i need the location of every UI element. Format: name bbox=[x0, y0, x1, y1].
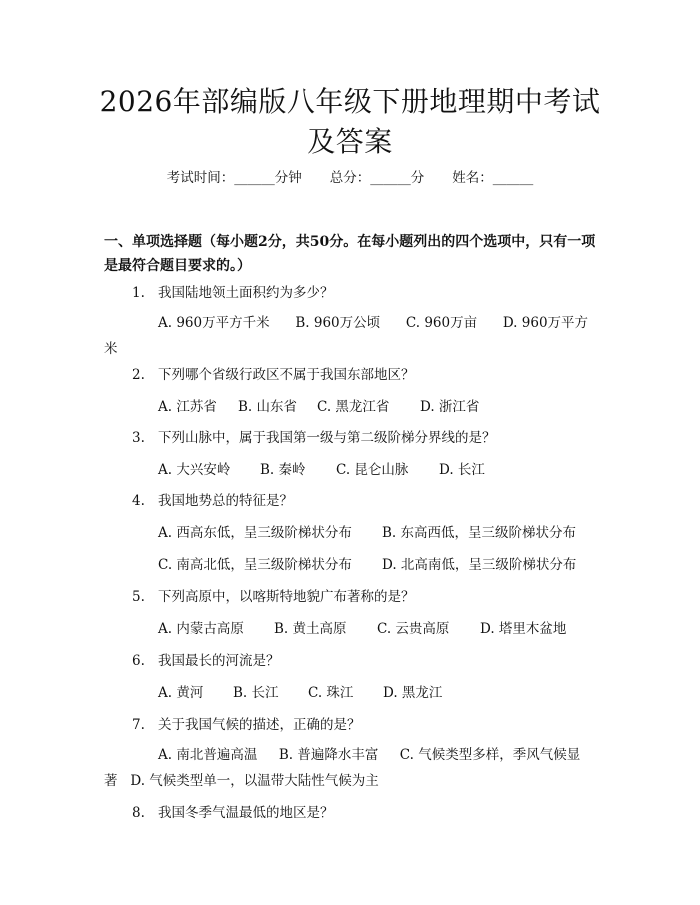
question-4-options-row2 bbox=[158, 555, 576, 575]
question-stem: 我国地势总的特征是？ bbox=[158, 493, 293, 509]
question-6-options bbox=[158, 683, 442, 703]
question-stem: 我国冬季气温最低的地区是？ bbox=[158, 805, 334, 821]
option-c: C. 960万亩 bbox=[405, 315, 478, 331]
option-c: C. 云贵高原 bbox=[377, 621, 450, 637]
question-stem: 关于我国气候的描述，正确的是？ bbox=[158, 717, 361, 733]
question-stem: 下列高原中，以喀斯特地貌广布著称的是？ bbox=[158, 589, 415, 605]
option-d: D. 浙江省 bbox=[420, 399, 480, 415]
question-3 bbox=[132, 428, 496, 448]
exam-meta bbox=[0, 168, 700, 188]
option-a: A. 内蒙古高原 bbox=[158, 621, 244, 637]
option-a: A. 南北普遍高温 bbox=[158, 747, 258, 763]
option-d: D. 气候类型单一，以温带大陆性气候为主 bbox=[130, 773, 379, 789]
option-b: B. 长江 bbox=[233, 685, 279, 701]
question-number: 6. bbox=[132, 653, 145, 669]
option-a: A. 黄河 bbox=[158, 685, 204, 701]
option-d: D. 北高南低，呈三级阶梯状分布 bbox=[382, 557, 577, 573]
question-2-options bbox=[158, 397, 479, 417]
student-name: 姓名：______ bbox=[452, 170, 534, 186]
option-d: D. 960万平方米 bbox=[104, 315, 589, 357]
question-8 bbox=[132, 803, 334, 823]
option-b: B. 东高西低，呈三级阶梯状分布 bbox=[382, 525, 577, 541]
option-a: A. 西高东低，呈三级阶梯状分布 bbox=[158, 525, 352, 541]
question-5-options bbox=[158, 619, 566, 639]
option-d: D. 塔里木盆地 bbox=[480, 621, 567, 637]
question-number: 2. bbox=[132, 367, 145, 383]
option-d: D. 黑龙江 bbox=[383, 685, 443, 701]
option-c: C. 南高北低，呈三级阶梯状分布 bbox=[158, 557, 352, 573]
question-1 bbox=[132, 283, 334, 303]
option-b: B. 山东省 bbox=[238, 399, 298, 415]
question-stem: 下列山脉中，属于我国第一级与第二级阶梯分界线的是？ bbox=[158, 430, 496, 446]
question-4 bbox=[132, 491, 293, 511]
question-number: 7. bbox=[132, 717, 145, 733]
question-number: 8. bbox=[132, 805, 145, 821]
option-c: C. 气候类型多样，季风气候显著 bbox=[104, 747, 581, 789]
question-stem: 下列哪个省级行政区不属于我国东部地区？ bbox=[158, 367, 415, 383]
option-c: C. 黑龙江省 bbox=[317, 399, 390, 415]
question-2 bbox=[132, 365, 415, 385]
question-number: 3. bbox=[132, 430, 145, 446]
option-a: A. 江苏省 bbox=[158, 399, 217, 415]
option-b: B. 普遍降水丰富 bbox=[278, 747, 379, 763]
option-a: A. 960万平方千米 bbox=[158, 315, 270, 331]
option-b: B. 秦岭 bbox=[260, 462, 306, 478]
exam-score: 总分：______分 bbox=[329, 170, 425, 186]
question-number: 5. bbox=[132, 589, 145, 605]
option-c: C. 珠江 bbox=[308, 685, 354, 701]
question-3-options bbox=[158, 460, 485, 480]
question-4-options-row1 bbox=[158, 523, 576, 543]
section-heading: 一、单项选择题（每小题2分，共50分。在每小题列出的四个选项中，只有一项是最符合题目要求的。） bbox=[104, 234, 596, 274]
question-number: 1. bbox=[132, 285, 145, 301]
option-b: B. 黄土高原 bbox=[274, 621, 347, 637]
question-7 bbox=[132, 715, 361, 735]
option-a: A. 大兴安岭 bbox=[158, 462, 231, 478]
option-d: D. 长江 bbox=[439, 462, 485, 478]
question-1-options bbox=[104, 310, 598, 362]
option-b: B. 960万公顷 bbox=[295, 315, 381, 331]
question-7-options bbox=[104, 742, 598, 794]
option-c: C. 昆仑山脉 bbox=[336, 462, 409, 478]
question-6 bbox=[132, 651, 280, 671]
question-5 bbox=[132, 587, 415, 607]
question-stem: 我国最长的河流是？ bbox=[158, 653, 280, 669]
question-stem: 我国陆地领土面积约为多少？ bbox=[158, 285, 334, 301]
page-title: 2026年部编版八年级下册地理期中考试及答案 bbox=[99, 85, 601, 158]
exam-time: 考试时间：______分钟 bbox=[166, 170, 302, 186]
question-number: 4. bbox=[132, 493, 145, 509]
